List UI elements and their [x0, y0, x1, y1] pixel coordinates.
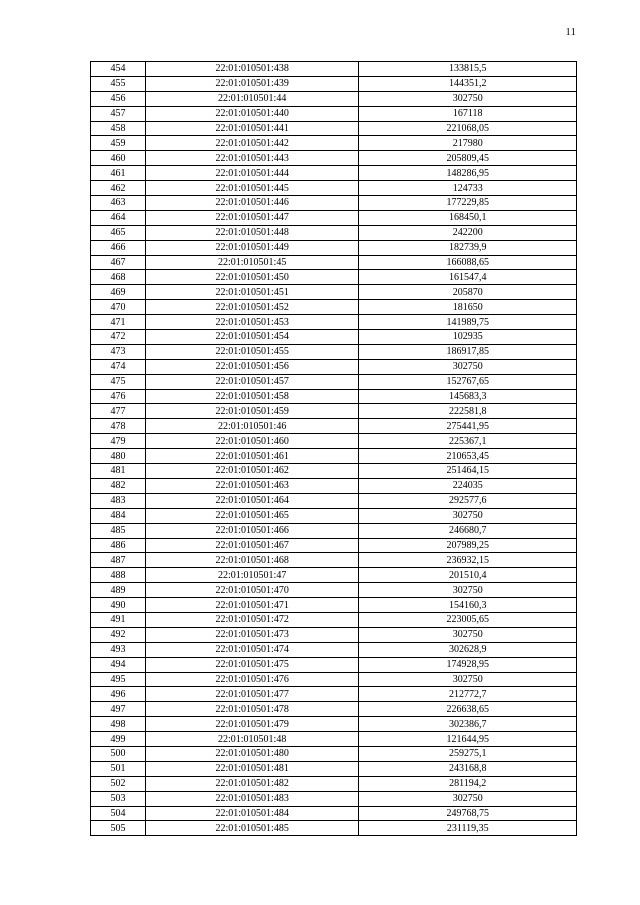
value-cell: 231119,35 — [359, 821, 577, 836]
row-number-cell: 458 — [91, 121, 146, 136]
table-row — [91, 210, 577, 225]
cadastral-number-cell: 22:01:010501:476 — [145, 672, 359, 687]
table-row — [91, 568, 577, 583]
cadastral-number-cell: 22:01:010501:459 — [145, 404, 359, 419]
table-row — [91, 478, 577, 493]
table-row — [91, 330, 577, 345]
row-number-cell: 469 — [91, 285, 146, 300]
cadastral-number-cell: 22:01:010501:46 — [145, 419, 359, 434]
cadastral-number-cell: 22:01:010501:463 — [145, 478, 359, 493]
cadastral-number-cell: 22:01:010501:446 — [145, 196, 359, 211]
table-row — [91, 285, 577, 300]
row-number-cell: 463 — [91, 196, 146, 211]
cadastral-number-cell: 22:01:010501:473 — [145, 627, 359, 642]
cadastral-number-cell: 22:01:010501:454 — [145, 330, 359, 345]
cadastral-number-cell: 22:01:010501:458 — [145, 389, 359, 404]
cadastral-number-cell: 22:01:010501:48 — [145, 732, 359, 747]
value-cell: 205809,45 — [359, 151, 577, 166]
value-cell: 226638,65 — [359, 702, 577, 717]
value-cell: 302750 — [359, 91, 577, 106]
cadastral-number-cell: 22:01:010501:457 — [145, 374, 359, 389]
value-cell: 212772,7 — [359, 687, 577, 702]
table-row — [91, 389, 577, 404]
table-row — [91, 702, 577, 717]
table-row — [91, 404, 577, 419]
row-number-cell: 497 — [91, 702, 146, 717]
cadastral-number-cell: 22:01:010501:478 — [145, 702, 359, 717]
row-number-cell: 490 — [91, 598, 146, 613]
cadastral-number-cell: 22:01:010501:453 — [145, 315, 359, 330]
value-cell: 174928,95 — [359, 657, 577, 672]
table-row — [91, 374, 577, 389]
value-cell: 275441,95 — [359, 419, 577, 434]
value-cell: 186917,85 — [359, 344, 577, 359]
row-number-cell: 499 — [91, 732, 146, 747]
value-cell: 249768,75 — [359, 806, 577, 821]
row-number-cell: 454 — [91, 62, 146, 77]
table-row — [91, 717, 577, 732]
row-number-cell: 464 — [91, 210, 146, 225]
cadastral-number-cell: 22:01:010501:456 — [145, 359, 359, 374]
cadastral-number-cell: 22:01:010501:47 — [145, 568, 359, 583]
cadastral-number-cell: 22:01:010501:479 — [145, 717, 359, 732]
table-row — [91, 240, 577, 255]
table-row — [91, 776, 577, 791]
table-row — [91, 598, 577, 613]
value-cell: 181650 — [359, 300, 577, 315]
row-number-cell: 485 — [91, 523, 146, 538]
row-number-cell: 489 — [91, 583, 146, 598]
row-number-cell: 491 — [91, 612, 146, 627]
table-row — [91, 62, 577, 77]
cadastral-number-cell: 22:01:010501:484 — [145, 806, 359, 821]
table-row — [91, 791, 577, 806]
value-cell: 259275,1 — [359, 746, 577, 761]
value-cell: 217980 — [359, 136, 577, 151]
value-cell: 167118 — [359, 106, 577, 121]
value-cell: 166088,65 — [359, 255, 577, 270]
table-row — [91, 464, 577, 479]
row-number-cell: 493 — [91, 642, 146, 657]
row-number-cell: 481 — [91, 464, 146, 479]
value-cell: 246680,7 — [359, 523, 577, 538]
cadastral-number-cell: 22:01:010501:438 — [145, 62, 359, 77]
cadastral-number-cell: 22:01:010501:442 — [145, 136, 359, 151]
table-row — [91, 553, 577, 568]
table-row — [91, 732, 577, 747]
row-number-cell: 461 — [91, 166, 146, 181]
value-cell: 251464,15 — [359, 464, 577, 479]
row-number-cell: 494 — [91, 657, 146, 672]
value-cell: 224035 — [359, 478, 577, 493]
cadastral-number-cell: 22:01:010501:447 — [145, 210, 359, 225]
value-cell: 302750 — [359, 359, 577, 374]
cadastral-number-cell: 22:01:010501:471 — [145, 598, 359, 613]
table-row — [91, 657, 577, 672]
table-row — [91, 523, 577, 538]
row-number-cell: 502 — [91, 776, 146, 791]
value-cell: 201510,4 — [359, 568, 577, 583]
row-number-cell: 470 — [91, 300, 146, 315]
cadastral-number-cell: 22:01:010501:441 — [145, 121, 359, 136]
value-cell: 223005,65 — [359, 612, 577, 627]
row-number-cell: 466 — [91, 240, 146, 255]
row-number-cell: 505 — [91, 821, 146, 836]
value-cell: 302750 — [359, 791, 577, 806]
value-cell: 302386,7 — [359, 717, 577, 732]
cadastral-number-cell: 22:01:010501:450 — [145, 270, 359, 285]
row-number-cell: 472 — [91, 330, 146, 345]
table-row — [91, 300, 577, 315]
table-row — [91, 91, 577, 106]
table-row — [91, 821, 577, 836]
table-row — [91, 538, 577, 553]
row-number-cell: 501 — [91, 761, 146, 776]
cadastral-number-cell: 22:01:010501:439 — [145, 76, 359, 91]
table-row — [91, 493, 577, 508]
cadastral-number-cell: 22:01:010501:475 — [145, 657, 359, 672]
table-row — [91, 761, 577, 776]
table-row — [91, 806, 577, 821]
cadastral-number-cell: 22:01:010501:472 — [145, 612, 359, 627]
cadastral-number-cell: 22:01:010501:466 — [145, 523, 359, 538]
cadastral-number-cell: 22:01:010501:445 — [145, 181, 359, 196]
table-row — [91, 121, 577, 136]
page-number: 11 — [565, 26, 576, 38]
cadastral-number-cell: 22:01:010501:467 — [145, 538, 359, 553]
value-cell: 141989,75 — [359, 315, 577, 330]
row-number-cell: 487 — [91, 553, 146, 568]
value-cell: 168450,1 — [359, 210, 577, 225]
row-number-cell: 460 — [91, 151, 146, 166]
table-row — [91, 136, 577, 151]
row-number-cell: 486 — [91, 538, 146, 553]
row-number-cell: 456 — [91, 91, 146, 106]
row-number-cell: 480 — [91, 449, 146, 464]
cadastral-number-cell: 22:01:010501:477 — [145, 687, 359, 702]
table-row — [91, 583, 577, 598]
table-row — [91, 344, 577, 359]
row-number-cell: 477 — [91, 404, 146, 419]
value-cell: 177229,85 — [359, 196, 577, 211]
value-cell: 302750 — [359, 627, 577, 642]
cadastral-number-cell: 22:01:010501:481 — [145, 761, 359, 776]
table-row — [91, 255, 577, 270]
value-cell: 243168,8 — [359, 761, 577, 776]
cadastral-number-cell: 22:01:010501:482 — [145, 776, 359, 791]
table-row — [91, 196, 577, 211]
cadastral-number-cell: 22:01:010501:440 — [145, 106, 359, 121]
value-cell: 302750 — [359, 508, 577, 523]
row-number-cell: 484 — [91, 508, 146, 523]
row-number-cell: 467 — [91, 255, 146, 270]
value-cell: 154160,3 — [359, 598, 577, 613]
row-number-cell: 498 — [91, 717, 146, 732]
value-cell: 161547,4 — [359, 270, 577, 285]
table-row — [91, 225, 577, 240]
table-row — [91, 612, 577, 627]
value-cell: 182739,9 — [359, 240, 577, 255]
value-cell: 124733 — [359, 181, 577, 196]
table-row — [91, 449, 577, 464]
cadastral-number-cell: 22:01:010501:444 — [145, 166, 359, 181]
value-cell: 281194,2 — [359, 776, 577, 791]
row-number-cell: 468 — [91, 270, 146, 285]
cadastral-number-cell: 22:01:010501:483 — [145, 791, 359, 806]
row-number-cell: 492 — [91, 627, 146, 642]
cadastral-number-cell: 22:01:010501:451 — [145, 285, 359, 300]
table-row — [91, 627, 577, 642]
table-body — [91, 62, 577, 836]
row-number-cell: 479 — [91, 434, 146, 449]
table-row — [91, 672, 577, 687]
cadastral-number-cell: 22:01:010501:465 — [145, 508, 359, 523]
row-number-cell: 473 — [91, 344, 146, 359]
row-number-cell: 475 — [91, 374, 146, 389]
row-number-cell: 471 — [91, 315, 146, 330]
row-number-cell: 457 — [91, 106, 146, 121]
row-number-cell: 465 — [91, 225, 146, 240]
table-row — [91, 151, 577, 166]
cadastral-number-cell: 22:01:010501:462 — [145, 464, 359, 479]
value-cell: 302628,9 — [359, 642, 577, 657]
value-cell: 145683,3 — [359, 389, 577, 404]
table-row — [91, 419, 577, 434]
cadastral-number-cell: 22:01:010501:474 — [145, 642, 359, 657]
cadastral-number-cell: 22:01:010501:45 — [145, 255, 359, 270]
cadastral-number-cell: 22:01:010501:449 — [145, 240, 359, 255]
value-cell: 236932,15 — [359, 553, 577, 568]
table-row — [91, 687, 577, 702]
value-cell: 148286,95 — [359, 166, 577, 181]
row-number-cell: 459 — [91, 136, 146, 151]
cadastral-value-table — [90, 61, 577, 836]
cadastral-number-cell: 22:01:010501:443 — [145, 151, 359, 166]
row-number-cell: 500 — [91, 746, 146, 761]
table-row — [91, 106, 577, 121]
value-cell: 144351,2 — [359, 76, 577, 91]
table-row — [91, 359, 577, 374]
cadastral-number-cell: 22:01:010501:448 — [145, 225, 359, 240]
row-number-cell: 483 — [91, 493, 146, 508]
row-number-cell: 482 — [91, 478, 146, 493]
value-cell: 152767,65 — [359, 374, 577, 389]
value-cell: 225367,1 — [359, 434, 577, 449]
row-number-cell: 478 — [91, 419, 146, 434]
cadastral-number-cell: 22:01:010501:455 — [145, 344, 359, 359]
value-cell: 210653,45 — [359, 449, 577, 464]
value-cell: 302750 — [359, 672, 577, 687]
table-row — [91, 76, 577, 91]
cadastral-number-cell: 22:01:010501:452 — [145, 300, 359, 315]
cadastral-number-cell: 22:01:010501:485 — [145, 821, 359, 836]
cadastral-number-cell: 22:01:010501:461 — [145, 449, 359, 464]
cadastral-number-cell: 22:01:010501:468 — [145, 553, 359, 568]
row-number-cell: 503 — [91, 791, 146, 806]
value-cell: 302750 — [359, 583, 577, 598]
value-cell: 222581,8 — [359, 404, 577, 419]
cadastral-number-cell: 22:01:010501:44 — [145, 91, 359, 106]
value-cell: 121644,95 — [359, 732, 577, 747]
value-cell: 207989,25 — [359, 538, 577, 553]
table-row — [91, 181, 577, 196]
value-cell: 102935 — [359, 330, 577, 345]
value-cell: 133815,5 — [359, 62, 577, 77]
table-row — [91, 270, 577, 285]
table-row — [91, 642, 577, 657]
value-cell: 292577,6 — [359, 493, 577, 508]
table-row — [91, 746, 577, 761]
row-number-cell: 476 — [91, 389, 146, 404]
table-row — [91, 434, 577, 449]
table-row — [91, 166, 577, 181]
row-number-cell: 496 — [91, 687, 146, 702]
table-row — [91, 315, 577, 330]
value-cell: 205870 — [359, 285, 577, 300]
row-number-cell: 495 — [91, 672, 146, 687]
row-number-cell: 504 — [91, 806, 146, 821]
table-row — [91, 508, 577, 523]
cadastral-number-cell: 22:01:010501:464 — [145, 493, 359, 508]
value-cell: 221068,05 — [359, 121, 577, 136]
row-number-cell: 474 — [91, 359, 146, 374]
row-number-cell: 455 — [91, 76, 146, 91]
row-number-cell: 462 — [91, 181, 146, 196]
cadastral-number-cell: 22:01:010501:470 — [145, 583, 359, 598]
cadastral-number-cell: 22:01:010501:460 — [145, 434, 359, 449]
row-number-cell: 488 — [91, 568, 146, 583]
cadastral-number-cell: 22:01:010501:480 — [145, 746, 359, 761]
value-cell: 242200 — [359, 225, 577, 240]
